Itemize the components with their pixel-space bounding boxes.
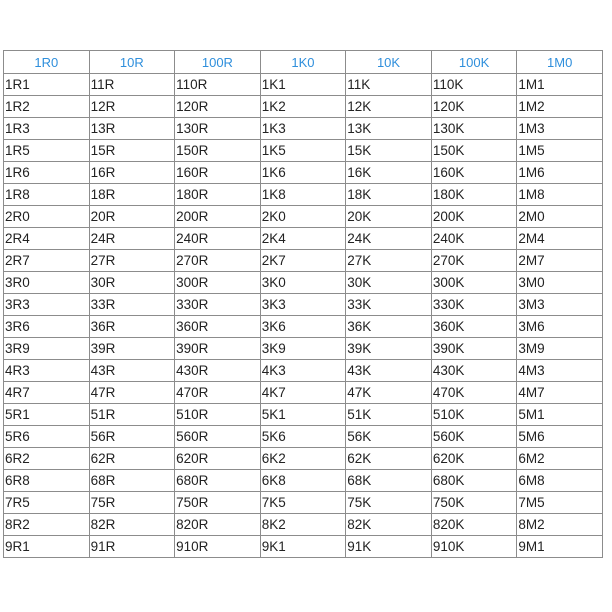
table-cell: 68R [89, 470, 175, 492]
table-cell: 51R [89, 404, 175, 426]
table-cell: 47R [89, 382, 175, 404]
table-cell: 560K [431, 426, 517, 448]
table-cell: 4R7 [4, 382, 90, 404]
table-row [4, 514, 603, 536]
table-cell: 1K2 [260, 96, 346, 118]
table-cell: 3K9 [260, 338, 346, 360]
table-cell: 82K [346, 514, 432, 536]
table-cell: 560R [175, 426, 261, 448]
table-cell: 4K7 [260, 382, 346, 404]
table-row [4, 470, 603, 492]
table-cell: 56K [346, 426, 432, 448]
table-cell: 75R [89, 492, 175, 514]
table-cell: 36R [89, 316, 175, 338]
table-cell: 39K [346, 338, 432, 360]
table-cell: 270R [175, 250, 261, 272]
table-cell: 5M6 [517, 426, 603, 448]
table-cell: 3M0 [517, 272, 603, 294]
table-row [4, 74, 603, 96]
table-cell: 3K0 [260, 272, 346, 294]
table-cell: 110R [175, 74, 261, 96]
table-cell: 180R [175, 184, 261, 206]
table-cell: 33R [89, 294, 175, 316]
table-cell: 1M2 [517, 96, 603, 118]
table-cell: 43R [89, 360, 175, 382]
table-cell: 75K [346, 492, 432, 514]
table-cell: 39R [89, 338, 175, 360]
table-cell: 390R [175, 338, 261, 360]
table-cell: 15R [89, 140, 175, 162]
table-cell: 4M3 [517, 360, 603, 382]
table-cell: 8K2 [260, 514, 346, 536]
column-header: 100K [431, 51, 517, 74]
table-cell: 360K [431, 316, 517, 338]
table-row [4, 382, 603, 404]
table-cell: 18K [346, 184, 432, 206]
table-cell: 910K [431, 536, 517, 558]
table-cell: 680K [431, 470, 517, 492]
table-cell: 1K8 [260, 184, 346, 206]
table-cell: 6K8 [260, 470, 346, 492]
table-cell: 1R1 [4, 74, 90, 96]
table-cell: 750K [431, 492, 517, 514]
table-cell: 130K [431, 118, 517, 140]
table-cell: 13R [89, 118, 175, 140]
table-cell: 750R [175, 492, 261, 514]
table-cell: 6R2 [4, 448, 90, 470]
table-cell: 9M1 [517, 536, 603, 558]
table-cell: 47K [346, 382, 432, 404]
table-cell: 7K5 [260, 492, 346, 514]
table-cell: 680R [175, 470, 261, 492]
table-row [4, 448, 603, 470]
table-cell: 33K [346, 294, 432, 316]
table-cell: 12K [346, 96, 432, 118]
table-cell: 1R6 [4, 162, 90, 184]
table-cell: 200K [431, 206, 517, 228]
table-cell: 2K7 [260, 250, 346, 272]
table-cell: 36K [346, 316, 432, 338]
table-cell: 62K [346, 448, 432, 470]
table-cell: 3K3 [260, 294, 346, 316]
table-row [4, 426, 603, 448]
table-cell: 120R [175, 96, 261, 118]
table-cell: 620K [431, 448, 517, 470]
table-cell: 1K5 [260, 140, 346, 162]
table-cell: 3R0 [4, 272, 90, 294]
column-header: 10K [346, 51, 432, 74]
table-cell: 5R1 [4, 404, 90, 426]
table-cell: 82R [89, 514, 175, 536]
table-row [4, 140, 603, 162]
table-cell: 360R [175, 316, 261, 338]
table-row [4, 206, 603, 228]
resistor-value-table-container [3, 50, 603, 558]
column-header: 1R0 [4, 51, 90, 74]
table-cell: 110K [431, 74, 517, 96]
table-row [4, 294, 603, 316]
table-row [4, 272, 603, 294]
table-body [4, 74, 603, 558]
table-cell: 3R6 [4, 316, 90, 338]
table-row [4, 250, 603, 272]
table-row [4, 162, 603, 184]
table-cell: 7M5 [517, 492, 603, 514]
table-cell: 1M5 [517, 140, 603, 162]
table-cell: 510R [175, 404, 261, 426]
table-cell: 300K [431, 272, 517, 294]
table-cell: 510K [431, 404, 517, 426]
table-cell: 1R5 [4, 140, 90, 162]
table-cell: 12R [89, 96, 175, 118]
table-cell: 2R0 [4, 206, 90, 228]
table-cell: 9K1 [260, 536, 346, 558]
table-cell: 470R [175, 382, 261, 404]
table-cell: 43K [346, 360, 432, 382]
table-cell: 2M7 [517, 250, 603, 272]
table-cell: 20K [346, 206, 432, 228]
table-cell: 820K [431, 514, 517, 536]
table-cell: 1M8 [517, 184, 603, 206]
table-cell: 5K1 [260, 404, 346, 426]
table-cell: 1M3 [517, 118, 603, 140]
table-cell: 3M9 [517, 338, 603, 360]
table-cell: 240R [175, 228, 261, 250]
table-cell: 270K [431, 250, 517, 272]
table-cell: 130R [175, 118, 261, 140]
table-cell: 200R [175, 206, 261, 228]
table-row [4, 338, 603, 360]
table-cell: 16R [89, 162, 175, 184]
table-cell: 2R7 [4, 250, 90, 272]
table-cell: 24R [89, 228, 175, 250]
table-cell: 430R [175, 360, 261, 382]
table-cell: 7R5 [4, 492, 90, 514]
resistor-value-table [3, 50, 603, 558]
table-cell: 5R6 [4, 426, 90, 448]
table-cell: 150R [175, 140, 261, 162]
table-cell: 160K [431, 162, 517, 184]
table-cell: 820R [175, 514, 261, 536]
column-header: 10R [89, 51, 175, 74]
table-cell: 390K [431, 338, 517, 360]
table-cell: 56R [89, 426, 175, 448]
table-cell: 2R4 [4, 228, 90, 250]
table-cell: 160R [175, 162, 261, 184]
table-cell: 3R3 [4, 294, 90, 316]
table-cell: 6R8 [4, 470, 90, 492]
table-cell: 910R [175, 536, 261, 558]
table-cell: 240K [431, 228, 517, 250]
table-cell: 620R [175, 448, 261, 470]
table-cell: 330K [431, 294, 517, 316]
table-cell: 91R [89, 536, 175, 558]
table-row [4, 360, 603, 382]
table-row [4, 184, 603, 206]
column-header: 100R [175, 51, 261, 74]
table-cell: 2M0 [517, 206, 603, 228]
table-cell: 6M2 [517, 448, 603, 470]
table-row [4, 492, 603, 514]
table-cell: 3M3 [517, 294, 603, 316]
table-cell: 15K [346, 140, 432, 162]
table-cell: 11K [346, 74, 432, 96]
table-row [4, 96, 603, 118]
header-row [4, 51, 603, 74]
table-row [4, 404, 603, 426]
table-cell: 3R9 [4, 338, 90, 360]
table-cell: 1R8 [4, 184, 90, 206]
table-row [4, 228, 603, 250]
column-header: 1M0 [517, 51, 603, 74]
table-cell: 91K [346, 536, 432, 558]
table-cell: 13K [346, 118, 432, 140]
table-cell: 1R3 [4, 118, 90, 140]
table-cell: 1K6 [260, 162, 346, 184]
table-cell: 4R3 [4, 360, 90, 382]
table-cell: 6M8 [517, 470, 603, 492]
table-cell: 30K [346, 272, 432, 294]
table-cell: 16K [346, 162, 432, 184]
table-cell: 1M6 [517, 162, 603, 184]
table-cell: 300R [175, 272, 261, 294]
table-row [4, 118, 603, 140]
table-cell: 1K3 [260, 118, 346, 140]
table-cell: 24K [346, 228, 432, 250]
table-cell: 180K [431, 184, 517, 206]
table-cell: 1R2 [4, 96, 90, 118]
table-cell: 3M6 [517, 316, 603, 338]
table-cell: 4M7 [517, 382, 603, 404]
table-cell: 2K4 [260, 228, 346, 250]
table-cell: 470K [431, 382, 517, 404]
table-cell: 5K6 [260, 426, 346, 448]
table-cell: 1K1 [260, 74, 346, 96]
table-cell: 51K [346, 404, 432, 426]
table-cell: 30R [89, 272, 175, 294]
table-cell: 62R [89, 448, 175, 470]
table-cell: 2K0 [260, 206, 346, 228]
table-cell: 1M1 [517, 74, 603, 96]
table-cell: 68K [346, 470, 432, 492]
table-cell: 27R [89, 250, 175, 272]
table-cell: 6K2 [260, 448, 346, 470]
table-cell: 3K6 [260, 316, 346, 338]
table-row [4, 316, 603, 338]
table-cell: 330R [175, 294, 261, 316]
table-cell: 11R [89, 74, 175, 96]
table-cell: 150K [431, 140, 517, 162]
table-cell: 4K3 [260, 360, 346, 382]
table-cell: 430K [431, 360, 517, 382]
table-cell: 8R2 [4, 514, 90, 536]
table-cell: 27K [346, 250, 432, 272]
table-cell: 5M1 [517, 404, 603, 426]
table-cell: 120K [431, 96, 517, 118]
table-cell: 8M2 [517, 514, 603, 536]
table-row [4, 536, 603, 558]
table-cell: 20R [89, 206, 175, 228]
table-cell: 9R1 [4, 536, 90, 558]
table-cell: 18R [89, 184, 175, 206]
table-cell: 2M4 [517, 228, 603, 250]
column-header: 1K0 [260, 51, 346, 74]
